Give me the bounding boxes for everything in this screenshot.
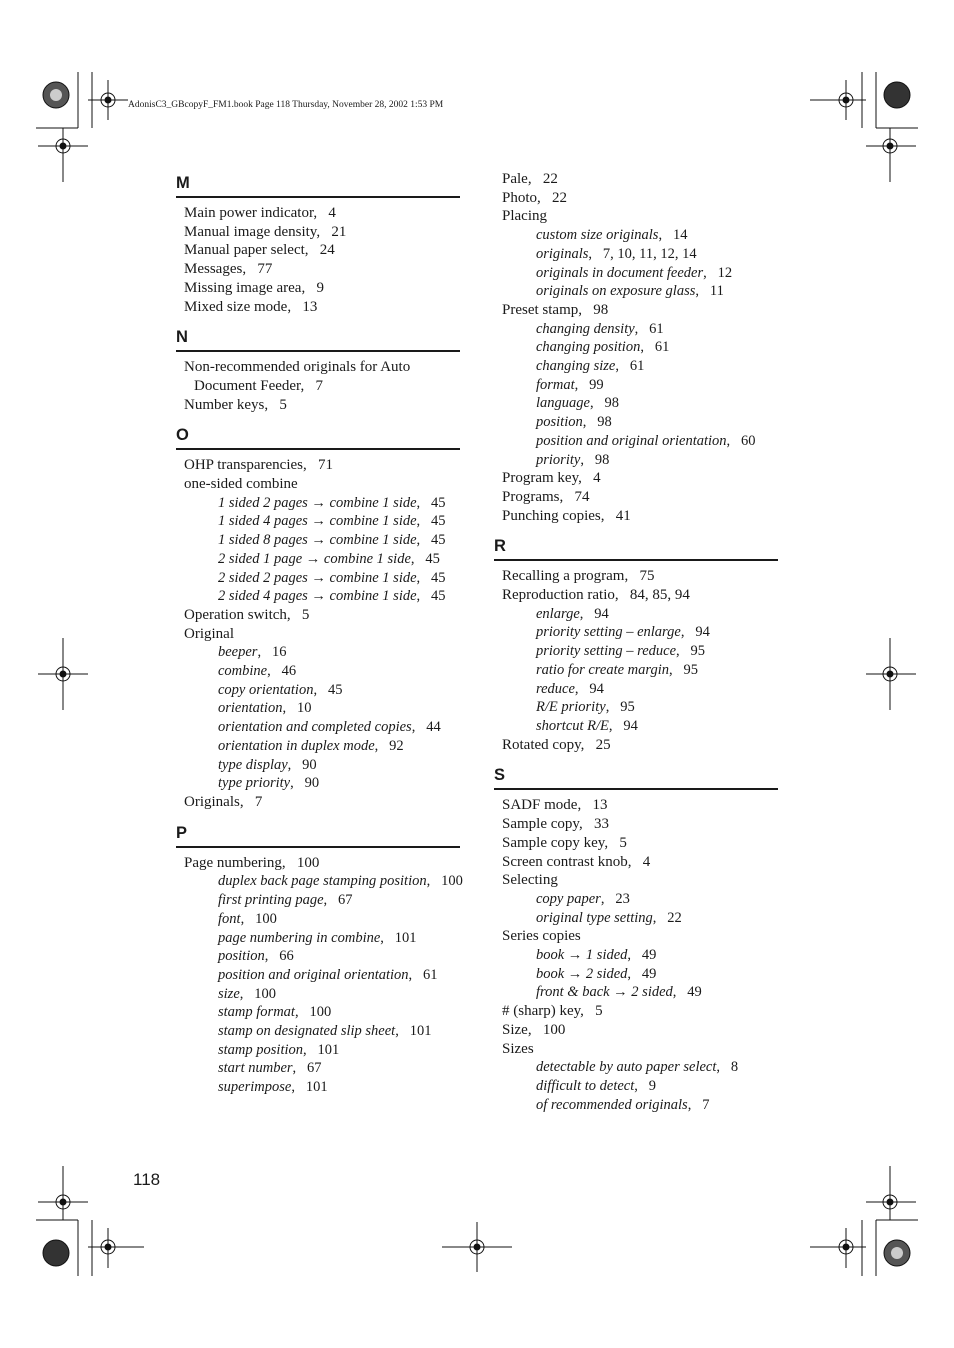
index-subentry: size, 100: [218, 985, 276, 1002]
index-subentry: ratio for create margin, 95: [536, 661, 699, 678]
index-term: Programs: [502, 488, 560, 505]
index-subentry: position, 98: [536, 414, 612, 431]
index-term: Sizes: [502, 1040, 534, 1057]
page-reference: 4: [593, 470, 601, 487]
page-reference: 13: [592, 797, 608, 814]
page-reference: 92: [389, 737, 404, 754]
index-term: Screen contrast knob: [502, 853, 628, 870]
page-reference: 94: [594, 605, 609, 622]
page-reference: 24: [319, 242, 335, 259]
section-heading-o: O: [176, 422, 460, 450]
index-term: book → 2 sided: [536, 965, 628, 982]
index-term: Number keys: [184, 396, 265, 413]
index-subentry: superimpose, 101: [218, 1079, 328, 1096]
index-term: first printing page: [218, 892, 324, 909]
index-term: Size: [502, 1021, 528, 1038]
section-heading-s: S: [494, 762, 778, 790]
index-entry: Reproduction ratio, 84, 85, 94: [502, 587, 690, 604]
index-term: orientation and completed copies: [218, 719, 412, 736]
index-term: changing density: [536, 320, 635, 337]
index-column-left: [176, 170, 463, 1097]
page-reference: 90: [304, 775, 320, 792]
index-term: position: [536, 414, 583, 431]
index-subentry: reduce, 94: [536, 680, 604, 697]
page-reference: 7: [254, 793, 263, 810]
page-reference: 45: [327, 681, 343, 698]
index-entry: [176, 625, 460, 644]
page-reference: 94: [623, 717, 638, 734]
index-term: priority: [536, 451, 581, 468]
index-entry: Sample copy key, 5: [502, 834, 627, 851]
page-reference: 9: [648, 1077, 657, 1094]
index-subentry: changing size, 61: [536, 358, 645, 375]
index-term: shortcut R/E: [536, 717, 609, 734]
page-reference: 98: [604, 395, 619, 412]
page-reference: 11: [709, 283, 724, 300]
page-reference: 101: [394, 929, 417, 946]
index-entry: Number keys, 5: [184, 396, 287, 413]
index-term: 1 sided 2 pages → combine 1 side: [218, 494, 417, 511]
index-entry: Page numbering, 100: [184, 854, 320, 871]
index-subentry: changing density, 61: [536, 320, 664, 337]
index-subentry: originals on exposure glass, 11: [536, 283, 724, 300]
page-reference: 5: [301, 606, 310, 623]
index-term: Series copies: [502, 928, 581, 945]
page-reference: 22: [667, 909, 682, 926]
index-term: Mixed size mode: [184, 298, 288, 315]
index-term: OHP transparencies: [184, 457, 303, 474]
index-term: enlarge: [536, 605, 580, 622]
index-entry: Programs, 74: [502, 488, 590, 505]
index-subentry: book → 2 sided, 49: [536, 965, 657, 982]
index-subentry: 1 sided 2 pages → combine 1 side, 45: [218, 494, 446, 511]
page-reference: 77: [257, 261, 273, 278]
page-reference: 49: [641, 965, 657, 982]
index-subentry: 1 sided 4 pages → combine 1 side, 45: [218, 513, 446, 530]
page-reference: 101: [317, 1041, 340, 1058]
index-subentry: orientation in duplex mode, 92: [218, 737, 404, 754]
index-term: type priority: [218, 775, 291, 792]
index-subentry: font, 100: [218, 910, 277, 927]
page-reference: 13: [302, 298, 318, 315]
index-term: Recalling a program: [502, 568, 625, 585]
index-term: originals in document feeder: [536, 264, 704, 281]
index-subentry: copy paper, 23: [536, 890, 630, 907]
index-subentry: type priority, 90: [218, 775, 320, 792]
page-reference: 100: [542, 1021, 566, 1038]
index-term: 2 sided 2 pages → combine 1 side: [218, 569, 417, 586]
index-subentry: position and original orientation, 60: [536, 432, 756, 449]
index-term: Messages: [184, 261, 243, 278]
page-reference: 61: [649, 320, 664, 337]
index-term: Page numbering: [184, 854, 282, 871]
page-reference: 60: [741, 432, 756, 449]
page-reference: 100: [441, 873, 463, 890]
index-subentry: front & back → 2 sided, 49: [536, 984, 702, 1001]
page-reference: 74: [574, 488, 590, 505]
page-number: 118: [133, 1170, 161, 1189]
index-term: combine: [218, 663, 268, 680]
index-term: book → 1 sided: [536, 947, 628, 964]
index-term: of recommended originals: [536, 1096, 688, 1113]
page-reference: 98: [597, 414, 612, 431]
index-entry: Screen contrast knob, 4: [502, 853, 651, 870]
index-subentry: orientation and completed copies, 44: [218, 719, 441, 736]
page-reference: 95: [683, 661, 699, 678]
index-subentry: language, 98: [536, 395, 619, 412]
index-entry: Originals, 7: [184, 793, 263, 810]
index-entry: [494, 871, 778, 890]
page-reference: 67: [338, 892, 353, 909]
index-subentry: 2 sided 1 page → combine 1 side, 45: [218, 550, 440, 567]
index-subentry: 2 sided 2 pages → combine 1 side, 45: [218, 569, 446, 586]
index-subentry: of recommended originals, 7: [536, 1096, 710, 1113]
index-entry: Document Feeder, 7: [194, 377, 323, 394]
page-reference: 61: [423, 966, 438, 983]
index-subentry: custom size originals, 14: [536, 227, 688, 244]
index-term: Document Feeder: [194, 377, 301, 394]
index-subentry: duplex back page stamping position, 100: [218, 873, 463, 890]
index-term: type display: [218, 756, 288, 773]
index-term: Non-recommended originals for Auto: [184, 359, 411, 376]
section-heading-p: P: [176, 820, 460, 848]
index-term: superimpose: [218, 1079, 292, 1096]
page-reference: 61: [654, 339, 670, 356]
index-term: Original: [184, 625, 234, 642]
index-term: format: [536, 376, 575, 393]
section-heading-r: R: [494, 533, 778, 561]
index-subentry: original type setting, 22: [536, 909, 682, 926]
page-reference: 45: [431, 494, 446, 511]
index-subentry: position, 66: [218, 948, 294, 965]
page-reference: 8: [730, 1059, 739, 1076]
index-term: Sample copy key: [502, 834, 605, 851]
index-entry: Size, 100: [502, 1021, 566, 1038]
index-column-right: [494, 170, 778, 1114]
page-reference: 49: [687, 984, 702, 1001]
page-reference: 66: [279, 948, 294, 965]
page-reference: 95: [690, 643, 706, 660]
index-entry: Manual paper select, 24: [184, 242, 335, 259]
index-term: Operation switch: [184, 606, 287, 623]
index-subentry: R/E priority, 95: [536, 699, 635, 716]
page-reference: 46: [281, 663, 297, 680]
section-heading-n: N: [176, 324, 460, 352]
index-term: page numbering in combine: [218, 929, 381, 946]
index-subentry: combine, 46: [218, 663, 297, 680]
page-reference: 41: [615, 507, 631, 524]
index-term: SADF mode: [502, 797, 578, 814]
index-term: Photo: [502, 189, 538, 206]
page-reference: 4: [328, 205, 336, 221]
page-reference: 45: [425, 550, 440, 567]
page-reference: 23: [615, 890, 630, 907]
index-term: language: [536, 395, 590, 412]
index-term: copy paper: [536, 890, 601, 907]
page-reference: 7: [315, 377, 323, 394]
index-subentry: stamp position, 101: [218, 1041, 340, 1058]
index-term: priority setting – enlarge: [536, 624, 681, 641]
index-term: Manual image density: [184, 223, 317, 240]
page-reference: 10: [296, 700, 312, 717]
index-term: copy orientation: [218, 681, 314, 698]
page-reference: 94: [695, 624, 710, 641]
page-reference: 33: [593, 816, 609, 833]
index-subentry: detectable by auto paper select, 8: [536, 1059, 739, 1076]
index-term: Originals: [184, 793, 240, 810]
index-entry: Main power indicator, 4: [184, 205, 336, 221]
page-reference: 5: [619, 834, 627, 851]
section-heading-m: M: [176, 170, 460, 198]
index-entry: [494, 207, 778, 226]
index-entry: Rotated copy, 25: [502, 736, 611, 753]
index-subentry: start number, 67: [218, 1060, 322, 1077]
page-reference: 7: [702, 1096, 710, 1113]
index-entry: [494, 1040, 778, 1059]
index-term: start number: [218, 1060, 293, 1077]
index-term: one-sided combine: [184, 476, 298, 493]
index-term: ratio for create margin: [536, 661, 670, 678]
index-subentry: stamp format, 100: [218, 1004, 332, 1021]
index-entry: # (sharp) key, 5: [502, 1003, 603, 1020]
index-entry: SADF mode, 13: [502, 797, 608, 814]
index-term: 2 sided 4 pages → combine 1 side: [218, 588, 417, 605]
index-term: stamp position: [218, 1041, 303, 1058]
index-term: stamp on designated slip sheet: [218, 1023, 396, 1040]
page-reference: 100: [254, 985, 276, 1002]
page-reference: 99: [589, 376, 604, 393]
page-reference: 94: [589, 680, 604, 697]
index-entry: Manual image density, 21: [184, 223, 347, 240]
page-reference: 101: [409, 1023, 432, 1040]
book-header-line: AdonisC3_GBcopyF_FM1.book Page 118 Thursday, November 28, 2002 1:53 PM: [128, 100, 444, 110]
index-term: Main power indicator: [184, 205, 314, 221]
index-term: Selecting: [502, 872, 558, 889]
index-subentry: book → 1 sided, 49: [536, 947, 657, 964]
page-reference: 45: [431, 513, 446, 530]
index-subentry: changing position, 61: [536, 339, 670, 356]
page-reference: 101: [305, 1079, 328, 1096]
index-subentry: priority, 98: [536, 451, 610, 468]
index-entry: OHP transparencies, 71: [184, 457, 333, 474]
page-reference: 21: [331, 223, 347, 240]
page-reference: 100: [309, 1004, 332, 1021]
index-subentry: page numbering in combine, 101: [218, 929, 417, 946]
page-reference: 49: [641, 947, 657, 964]
index-subentry: type display, 90: [218, 756, 317, 773]
page-reference: 90: [302, 756, 317, 773]
index-term: size: [218, 985, 240, 1002]
index-term: R/E priority: [536, 699, 606, 716]
page-reference: 75: [639, 568, 655, 585]
index-term: originals on exposure glass: [536, 283, 696, 300]
index-term: front & back → 2 sided: [536, 984, 673, 1001]
index-term: position: [218, 948, 265, 965]
page-reference: 12: [717, 264, 733, 281]
index-term: changing position: [536, 339, 641, 356]
page-reference: 61: [629, 358, 645, 375]
index-subentry: first printing page, 67: [218, 892, 353, 909]
index-entry: Mixed size mode, 13: [184, 298, 318, 315]
index-term: Program key: [502, 470, 579, 487]
index-subentry: shortcut R/E, 94: [536, 717, 638, 734]
index-term: original type setting: [536, 909, 653, 926]
index-entry: Messages, 77: [184, 261, 273, 278]
page-reference: 9: [316, 279, 324, 296]
page-reference: 5: [595, 1003, 603, 1020]
index-subentry: stamp on designated slip sheet, 101: [218, 1023, 432, 1040]
index-term: 1 sided 8 pages → combine 1 side: [218, 532, 417, 549]
index-term: Preset stamp: [502, 301, 579, 318]
page-reference: 4: [642, 853, 651, 870]
index-term: # (sharp) key: [502, 1003, 581, 1020]
index-term: Pale: [502, 171, 528, 187]
index-term: Missing image area: [184, 279, 302, 296]
index-term: Sample copy: [502, 816, 579, 833]
page-reference: 22: [542, 171, 558, 187]
index-term: orientation in duplex mode: [218, 737, 375, 754]
page-reference: 44: [426, 719, 441, 736]
page-reference: 71: [318, 457, 333, 474]
index-term: 2 sided 1 page → combine 1 side: [218, 550, 411, 567]
index-term: duplex back page stamping position: [218, 873, 427, 890]
index-entry: Photo, 22: [502, 189, 568, 206]
index-subentry: priority setting – enlarge, 94: [536, 624, 710, 641]
page-reference: 7, 10, 11, 12, 14: [602, 245, 697, 262]
index-term: Punching copies: [502, 507, 601, 524]
index-entry: Recalling a program, 75: [502, 568, 655, 585]
index-term: Placing: [502, 208, 547, 225]
page-reference: 14: [672, 227, 688, 244]
page-reference: 45: [431, 532, 446, 549]
page-reference: 45: [431, 569, 446, 586]
index-term: Manual paper select: [184, 242, 305, 259]
index-subentry: orientation, 10: [218, 700, 312, 717]
index-subentry: copy orientation, 45: [218, 681, 343, 698]
index-subentry: originals, 7, 10, 11, 12, 14: [536, 245, 697, 262]
page-reference: 5: [279, 396, 287, 413]
index-subentry: format, 99: [536, 376, 604, 393]
page-reference: 100: [296, 854, 320, 871]
index-term: Rotated copy: [502, 736, 581, 753]
index-entry: Preset stamp, 98: [502, 301, 609, 318]
page-reference: 100: [255, 910, 277, 927]
index-entry: Program key, 4: [502, 470, 601, 487]
index-entry: Punching copies, 41: [502, 507, 631, 524]
page-reference: 84, 85, 94: [629, 587, 690, 604]
index-entry: [176, 358, 460, 377]
index-term: reduce: [536, 680, 575, 697]
page-reference: 67: [307, 1060, 322, 1077]
page-reference: 25: [595, 736, 611, 753]
index-subentry: difficult to detect, 9: [536, 1077, 657, 1094]
index-term: 1 sided 4 pages → combine 1 side: [218, 513, 417, 530]
index-entry: Sample copy, 33: [502, 816, 609, 833]
index-entry: Operation switch, 5: [184, 606, 310, 623]
index-subentry: priority setting – reduce, 95: [536, 643, 706, 660]
index-subentry: 1 sided 8 pages → combine 1 side, 45: [218, 532, 446, 549]
index-entry: [176, 475, 460, 494]
index-term: beeper: [218, 644, 258, 661]
index-entry: [494, 927, 778, 946]
index-term: difficult to detect: [536, 1077, 635, 1094]
index-term: position and original orientation: [218, 966, 409, 983]
page-reference: 98: [594, 451, 610, 468]
index-term: font: [218, 910, 241, 927]
index-subentry: originals in document feeder, 12: [536, 264, 733, 281]
page-reference: 45: [431, 588, 446, 605]
index-entry: Pale, 22: [502, 171, 558, 187]
index-term: position and original orientation: [536, 432, 727, 449]
index-term: Reproduction ratio: [502, 587, 615, 604]
page-reference: 95: [620, 699, 635, 716]
index-term: orientation: [218, 700, 283, 717]
index-term: stamp format: [218, 1004, 295, 1021]
index-subentry: enlarge, 94: [536, 605, 609, 622]
index-term: custom size originals: [536, 227, 659, 244]
index-subentry: position and original orientation, 61: [218, 966, 438, 983]
page-reference: 98: [593, 301, 609, 318]
page-reference: 16: [271, 644, 287, 661]
index-term: priority setting – reduce: [536, 643, 677, 660]
index-subentry: beeper, 16: [218, 644, 287, 661]
index-term: changing size: [536, 358, 616, 375]
index-subentry: 2 sided 4 pages → combine 1 side, 45: [218, 588, 446, 605]
index-term: detectable by auto paper select: [536, 1059, 717, 1076]
page-reference: 22: [552, 189, 568, 206]
index-term: originals: [536, 245, 589, 262]
index-entry: Missing image area, 9: [184, 279, 324, 296]
